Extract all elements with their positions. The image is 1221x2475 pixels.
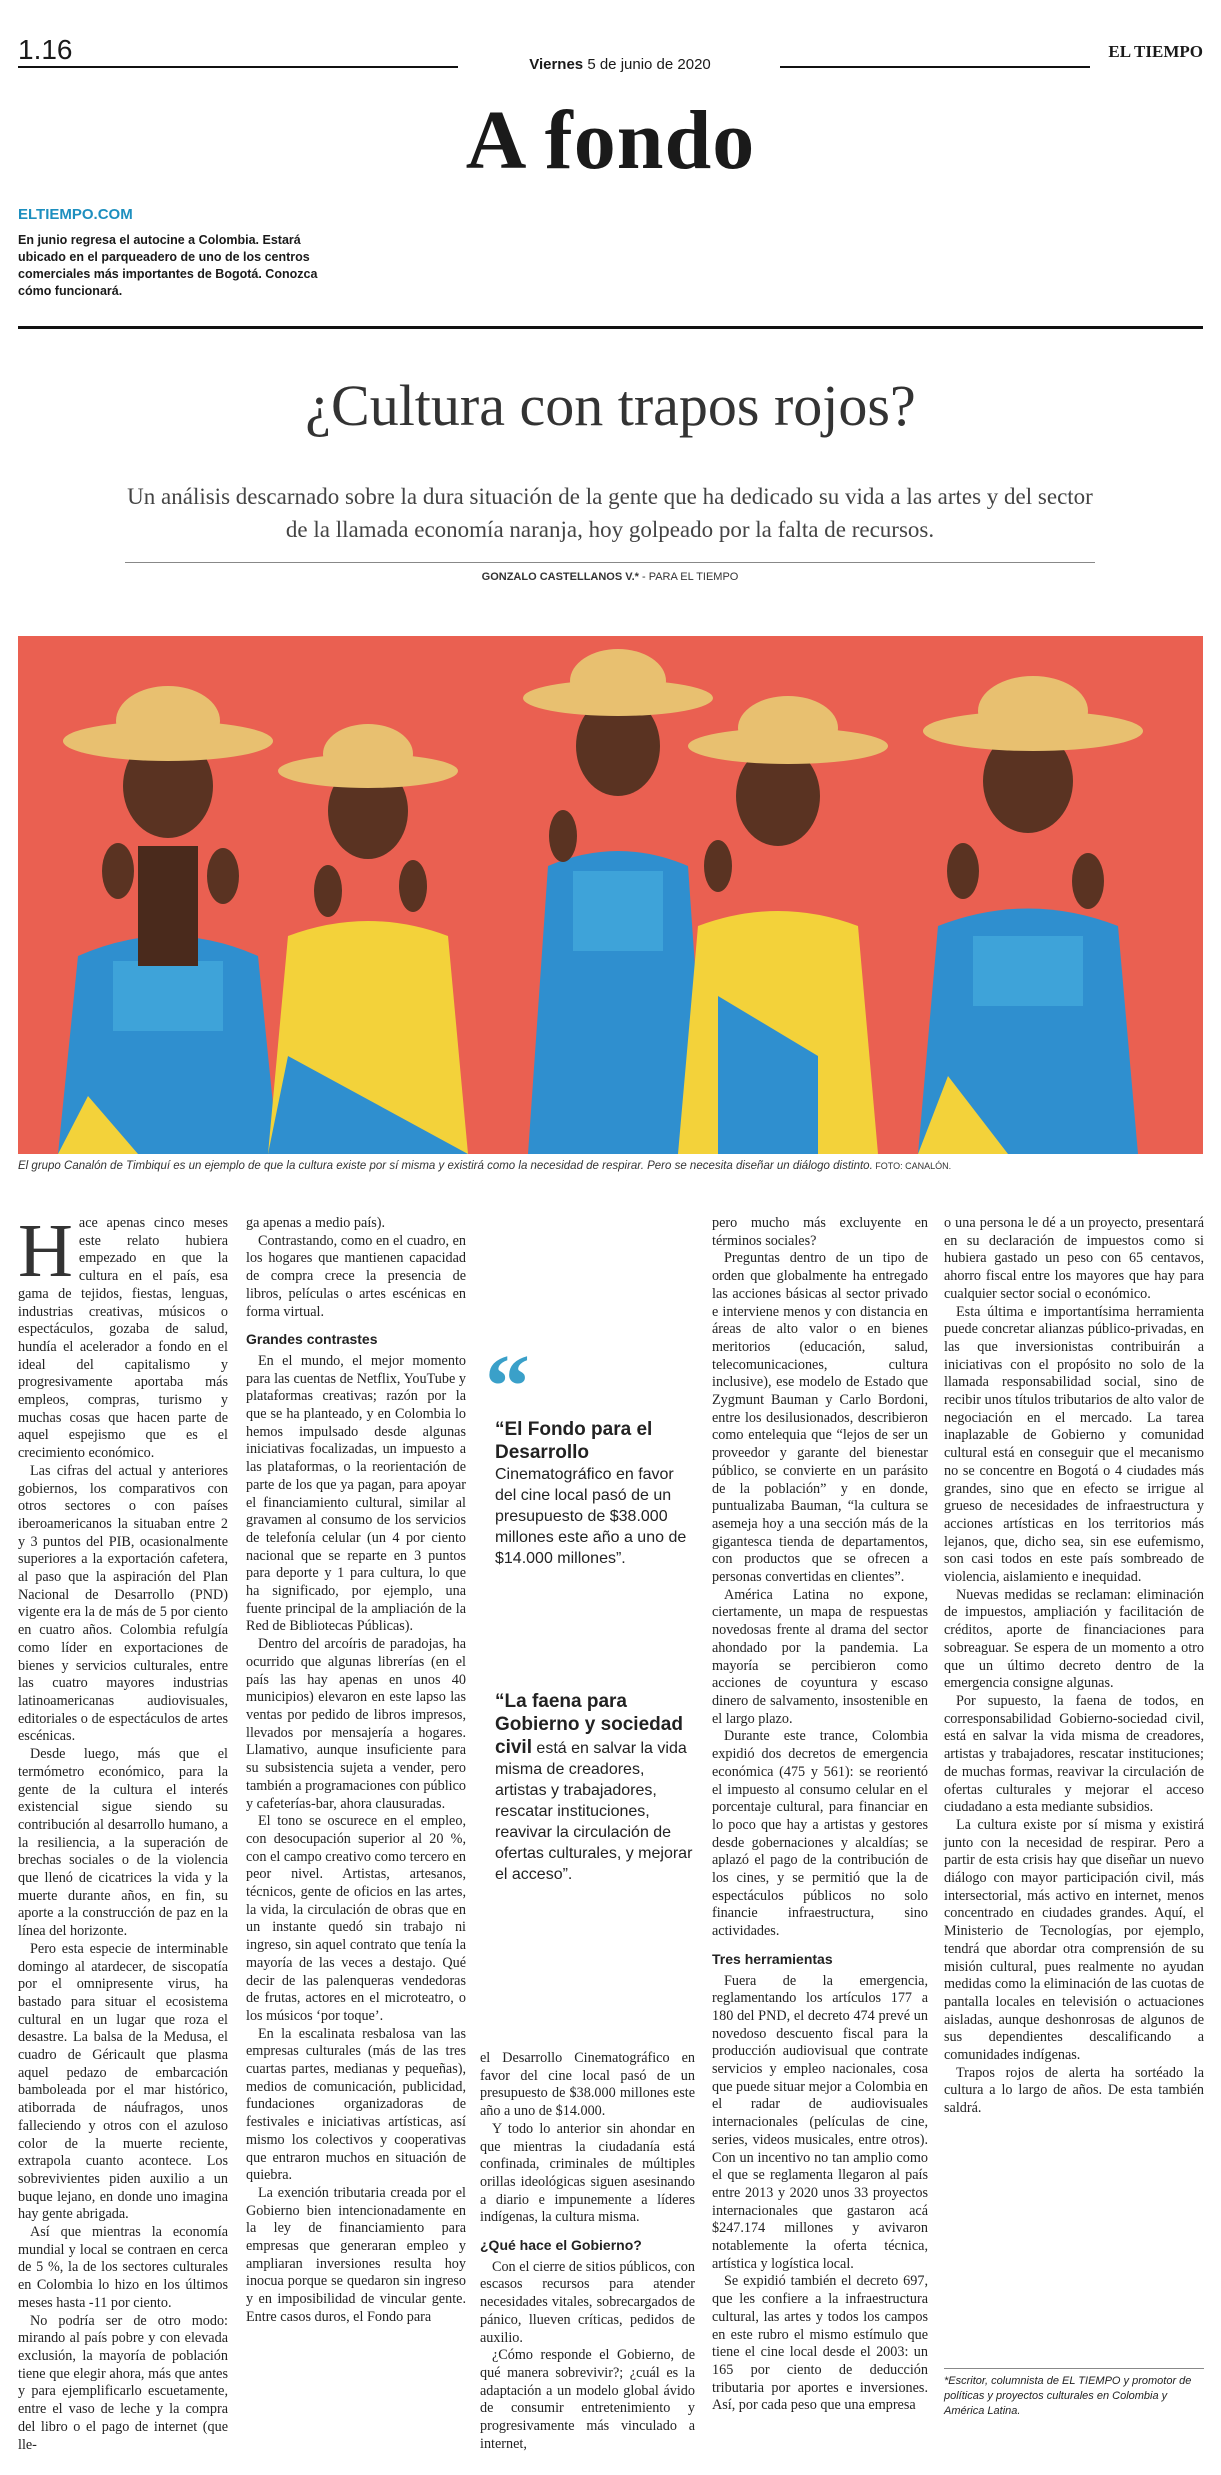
col2-paragraph-2: Contrastando, como en el cuadro, en los hogares que mantienen capacidad de compra crece la presencia de libros, películas o artes escénicas en forma virtual. <box>246 1232 466 1320</box>
article-column-5 <box>944 1215 1204 2118</box>
section-title: A fondo <box>465 94 756 187</box>
brand-logo[interactable]: EL TIEMPO <box>1108 42 1203 61</box>
issue-date-text: 5 de junio de 2020 <box>587 56 711 73</box>
article-column-3 <box>480 2050 695 2453</box>
col2-paragraph-7: La exención tributaria creada por el Gobierno bien intencionadamente en la ley de financiamiento para empresas que generaran empleo y ampliaran inversiones resulta hoy inocua porque se quedaron sin ingreso y en imposibilidad de vincular gente. Entre casos duros, el Fondo para <box>246 2184 466 2325</box>
promo-text: En junio regresa el autocine a Colombia. Estará ubicado en el parqueadero de uno de los centros comerciales más importantes de Bogotá. Conozca cómo funcionará. <box>18 233 318 298</box>
pull-quote-1-text: Cinematográfico en favor del cine local pasó de un presupuesto de $38.000 millones este año a uno de $14.000 millones”. <box>495 1466 687 1567</box>
pull-quote-1 <box>495 1418 695 1569</box>
col5-paragraph-6: Trapos rojos de alerta ha sortéado la cultura a lo largo de años. De esta también saldrá. <box>944 2064 1204 2117</box>
col1-paragraph-2: Las cifras del actual y anteriores gobiernos, los comparativos con otros sectores o con países iberoamericanos la situaban entre 2 y 3 puntos del PIB, ocasionalmente superiores a la exportación cafetera, al paso que la aspiración del Plan Nacional de Desarrollo (PND) vigente era la de más de 5 por ciento en cuatro años. Colombia refulgía como líder en exportaciones de bienes y servicios culturales, entre las cuatro mayores industrias latinoamericanas audiovisuales, editoriales o de espectáculos de artes escénicas. <box>18 1462 228 1745</box>
col2-paragraph-1: ga apenas a medio país). <box>246 1215 386 1231</box>
pull-quote-2-lead: “La faena para Gobierno y sociedad civil <box>495 1691 683 1758</box>
byline-rule <box>125 562 1095 563</box>
singers-illustration <box>18 636 1203 1154</box>
col4-paragraph-2: Preguntas dentro de un tipo de orden que globalmente ha entregado las acciones básicas al sector privado e interviene menos y con distancia en áreas de alto valor o en bienes meritorios (educación, salud, telecomunicaciones, cultura inclusive), ese modelo de Estado que Zygmunt Bauman y Carlo Bordoni, entre los desilusionados, describieron como entelequia que “lejos de ser un proveedor y garante del bienestar público, se convierte en un parásito de la población” y en donde, puntualizaba Bauman, “la cultura se asemeja hoy a una sección más de la gigantesca tienda de departamentos, con productos que se ofrecen a personas convertidas en clientes”. <box>712 1250 928 1586</box>
col2-paragraph-3: En el mundo, el mejor momento para las cuentas de Netflix, YouTube y plataformas creativas; razón por la que se ha planteado, y en Colombia lo hemos impulsado desde algunas iniciativas focalizadas, un impuesto a las plataformas, o la reorientación de parte de los que ya pagan, para apoyar el financiamiento cultural, similar al gravamen al consumo de los servicios de telefonía celular (un 4 por ciento nacional que se reparte en 3 puntos para deporte y 1 para cultura, lo que ha significado, por ejemplo, una fuente principal de la ampliación de la Red de Bibliotecas Públicas). <box>246 1352 466 1635</box>
lead-photo <box>18 636 1203 1154</box>
byline <box>120 571 1100 583</box>
col4-paragraph-6: Se expidió también el decreto 697, que les confiere a la infraestructura cultural, las artes y todos los campos en este rubro el mismo estímulo que tiene el cine local desde el 2003: un 165 por ciento de deducción tributaria por aportes e inversiones. Así, por cada peso que una empresa <box>712 2273 928 2414</box>
col2-paragraph-5: El tono se oscurece en el empleo, con desocupación superior al 20 %, con el campo creativo como tercero en peor nivel. Artistas, artesanos, técnicos, gente de oficios en las artes, la vida, la circulación de obras que en un instante quedó sin trabajo ni ingreso, sin aquel contrato que tenía la mayoría de las veces a destajo. Qué decir de las palenqueras vendedoras de frutas, actores en el microteatro, o los músicos ‘por toque’. <box>246 1813 466 2024</box>
byline-author: GONZALO CASTELLANOS V.* <box>481 571 639 583</box>
issue-date <box>470 56 770 73</box>
col5-paragraph-1: o una persona le dé a un proyecto, presentará en su declaración de impuestos como si hubiera gastado un peso con 65 centavos, ahorro fiscal entre los mayores que hay para cualquier sector social o económico. <box>944 1215 1204 1302</box>
footnote-rule <box>944 2368 1204 2369</box>
col3-paragraph-2: Y todo lo anterior sin ahondar en que mientras la ciudadanía está confinada, criminales de múltiples orillas ideológicas siguen asesinando a diario e impunemente a líderes indígenas, la cultura misma. <box>480 2120 695 2226</box>
col3-paragraph-4: ¿Cómo responde el Gobierno, de qué manera sobrevivir?; ¿cuál es la adaptación a un modelo global ávido de consumir entretenimiento y progresivamente más vinculado a internet, <box>480 2347 695 2452</box>
col5-paragraph-2: Esta última e importantísima herramienta puede concretar alianzas público-privadas, en las que inversionistas contribuirán a iniciativas con el propósito no solo de la llamada responsabilidad social, sino de recibir unos títulos tributarios de alto valor de negociación en el mercado. La tarea inaplazable de Gobierno y comunidad cultural está en conseguir que el mecanismo no se concentre en Bogotá o 4 ciudades más grandes, sino que en efecto se irrigue al grueso de necesidades de infraestructura y acciones artísticas en los territorios más lejanos, que, dicho sea, sin ese eufemismo, son casi todos en este país sombreado de violencia, aislamiento e inequidad. <box>944 1303 1204 1586</box>
pull-quote-2 <box>495 1690 695 1885</box>
header-rule-right <box>780 66 1090 68</box>
pull-quote-2-text: está en salvar la vida misma de creadores, artistas y trabajadores, rescatar instituciones, reavivar la circulación de ofertas culturales, y mejorar el acceso”. <box>495 1740 693 1883</box>
issue-day: Viernes <box>529 56 584 73</box>
col2-paragraph-4: Dentro del arcoíris de paradojas, ha ocurrido que algunas librerías (en el país las hay apenas en unos 40 municipios) elevaron en este lapso las ventas por pedido de libros impresos, llevados por mensajería a hogares. Llamativo, aunque insuficiente para su subsistencia sujeta a vender, pero también a programaciones con público y cafeterías-bar, ahora clausuradas. <box>246 1636 466 1812</box>
col3-subhead: ¿Qué hace el Gobierno? <box>480 2237 642 2254</box>
article-column-4 <box>712 1215 928 2415</box>
article-column-1 <box>18 1209 228 2454</box>
col5-paragraph-3: Nuevas medidas se reclaman: eliminación de impuestos, ampliación y facilitación de créditos, aporte de financiaciones para sobreaguar. Se espera de un momento a otro que un último decreto dentro de la emergencia consigne algunas. <box>944 1586 1204 1692</box>
col4-paragraph-3: América Latina no expone, ciertamente, un mapa de respuestas novedosas frente al drama del sector ahondado por la pandemia. La mayoría se percibieron como acciones de coyuntura y escaso dinero de salvamento, insostenible en el largo plazo. <box>712 1586 928 1727</box>
photo-credit: FOTO: CANALÓN. <box>872 1161 952 1171</box>
photo-caption <box>18 1160 1203 1172</box>
col2-subhead: Grandes contrastes <box>246 1331 378 1348</box>
col1-paragraph-5: Así que mientras la economía mundial y local se contraen en cerca de 5 %, la de los sectores culturales en Colombia lo hizo en los últimos meses hasta -11 por ciento. <box>18 2224 228 2311</box>
article-headline: ¿Cultura con trapos rojos? <box>305 373 916 438</box>
col3-paragraph-3: Con el cierre de sitios públicos, con escasos recursos para atender necesidades vitales, sobrecargados de pánico, llueven críticas, pedidos de auxilio. <box>480 2258 695 2346</box>
col1-paragraph-3: Desde luego, más que el termómetro económico, para la gente de la cultura el interés existencial sigue siendo su contribución al desarrollo humano, a la resiliencia, a la superación de brechas sociales o de la violencia que llenó de cicatrices la vida y la muerte durante años, en fin, su aporte a la construcción de paz en la línea del horizonte. <box>18 1746 228 1940</box>
article-column-2 <box>246 1215 466 2327</box>
col4-paragraph-5: Fuera de la emergencia, reglamentando los artículos 177 a 180 del PND, el decreto 474 prevé un novedoso descuento fiscal para la producción audiovisual que contrate servicios y empleo nacionales, cosa que puede situar mejor a Colombia en el radar de audiovisuales internacionales (películas de cine, series, videos musicales, entre otros). Con un incentivo no tan amplio como el que se reglamenta llegaron al país entre 2013 y 2020 unos 33 proyectos internacionales que gastaron acá $247.174 millones y avivaron notablemente la oferta técnica, artística y logística local. <box>712 1972 928 2272</box>
article-deck: Un análisis descarnado sobre la dura situación de la gente que ha dedicado su vida a las artes y del sector de la llamada economía naranja, hoy golpeado por la falta de recursos. <box>127 484 1093 542</box>
quote-mark-icon: “ <box>485 1337 530 1436</box>
col1-paragraph-1: ace apenas cinco meses este relato hubiera empezado en que la cultura en el país, esa gama de tejidos, fiestas, lenguas, industrias creativas, músicos o espectáculos, gozaba de salud, hundía el acelerador a fondo en el ideal del capitalismo y progresivamente aportaba más empleos, compras, turismo y muchas cosas que hacen parte de aquel espejismo que es el crecimiento económico. <box>18 1215 228 1462</box>
byline-outlet: - PARA EL TIEMPO <box>638 571 739 583</box>
col1-paragraph-6: No podría ser de otro modo: mirando al país pobre y con elevada exclusión, la mayoría de población tiene que elegir ahora, más que antes y para ejemplificarlo escuetamente, entre el vaso de leche y la compra del libro o el pago de internet (que lle- <box>18 2312 228 2453</box>
page-number: 1.16 <box>18 34 73 65</box>
col4-paragraph-1: pero mucho más excluyente en términos sociales? <box>712 1215 928 1249</box>
col3-paragraph-1: el Desarrollo Cinematográfico en favor del cine local pasó de un presupuesto de $38.000 millones este año a uno de $14.000. <box>480 2050 695 2120</box>
promo-divider <box>18 326 1203 329</box>
promo-link[interactable]: ELTIEMPO.COM <box>18 206 133 223</box>
drop-cap: H <box>18 1209 73 1293</box>
header-rule-left <box>18 66 458 68</box>
caption-text: El grupo Canalón de Timbiquí es un ejemplo de que la cultura existe por sí misma y existirá como la necesidad de respirar. Pero se necesita diseñar un diálogo distinto. <box>18 1160 873 1172</box>
col1-paragraph-4: Pero esta especie de interminable domingo al atardecer, de siscopatía por el omnipresente virus, ha bastado para situar el ecosistema cultural en un lugar que roza el desastre. La balsa de la Medusa, el cuadro de Géricault que plasma aquel pedazo de embarcación bamboleada por el mar histórico, atiborrada de náufragos, unos falleciendo y otros con el azuloso color de la muerte reciente, extrapola cuanto acontece. Los sobrevivientes piden auxilio a un buque lejano, en donde uno imagina hay gente abrigada. <box>18 1940 228 2223</box>
col4-subhead: Tres herramientas <box>712 1950 833 1967</box>
col4-paragraph-4: Durante este trance, Colombia expidió dos decretos de emergencia económica (475 y 561): se reorientó el impuesto al consumo celular en el porcentaje cultural, para financiar en lo poco que hay a artistas y gestores desde gobernaciones y alcaldías; se aplazó el pago de la contribución de los cines, y se permitió que la de espectáculos públicos no solo financie infraestructura, sino actividades. <box>712 1728 928 1940</box>
col2-paragraph-6: En la escalinata resbalosa van las empresas culturales (más de las tres cuartas partes, medianas y pequeñas), medios de comunicación, publicidad, fundaciones organizadoras de festivales e iniciativas artísticas, así mismo los colectivos y cooperativas que entraron muchos en situación de quiebra. <box>246 2025 466 2184</box>
author-footnote: *Escritor, columnista de EL TIEMPO y promotor de políticas y proyectos culturales en Colombia y América Latina. <box>944 2375 1192 2417</box>
pull-quote-1-lead: “El Fondo para el Desarrollo <box>495 1419 653 1463</box>
col5-paragraph-4: Por supuesto, la faena de todos, en corresponsabilidad Gobierno-sociedad civil, está en salvar la vida misma de creadores, artistas y trabajadores, rescatar instituciones; de muchas formas, reavivar la circulación de ofertas culturales y mejorar el acceso ciudadano a esta mediante subsidios. <box>944 1692 1204 1816</box>
col5-paragraph-5: La cultura existe por sí misma y existirá junto con la necesidad de respirar. Pero a partir de esta crisis hay que diseñar un nuevo diálogo con mayor participación civil, más intersectorial, más activo en internet, menos concentrado en ciudades grandes. Aquí, el Ministerio de Tecnologías, por ejemplo, tendrá que abordar otra comprensión de su misión cultural, pues realmente no ayudan medidas como la eliminación de las cuotas de pantalla locales en televisión o actuaciones aisladas, aunque deshonrosas de algunos de sus dependientes descalificando a comunidades indígenas. <box>944 1816 1204 2064</box>
